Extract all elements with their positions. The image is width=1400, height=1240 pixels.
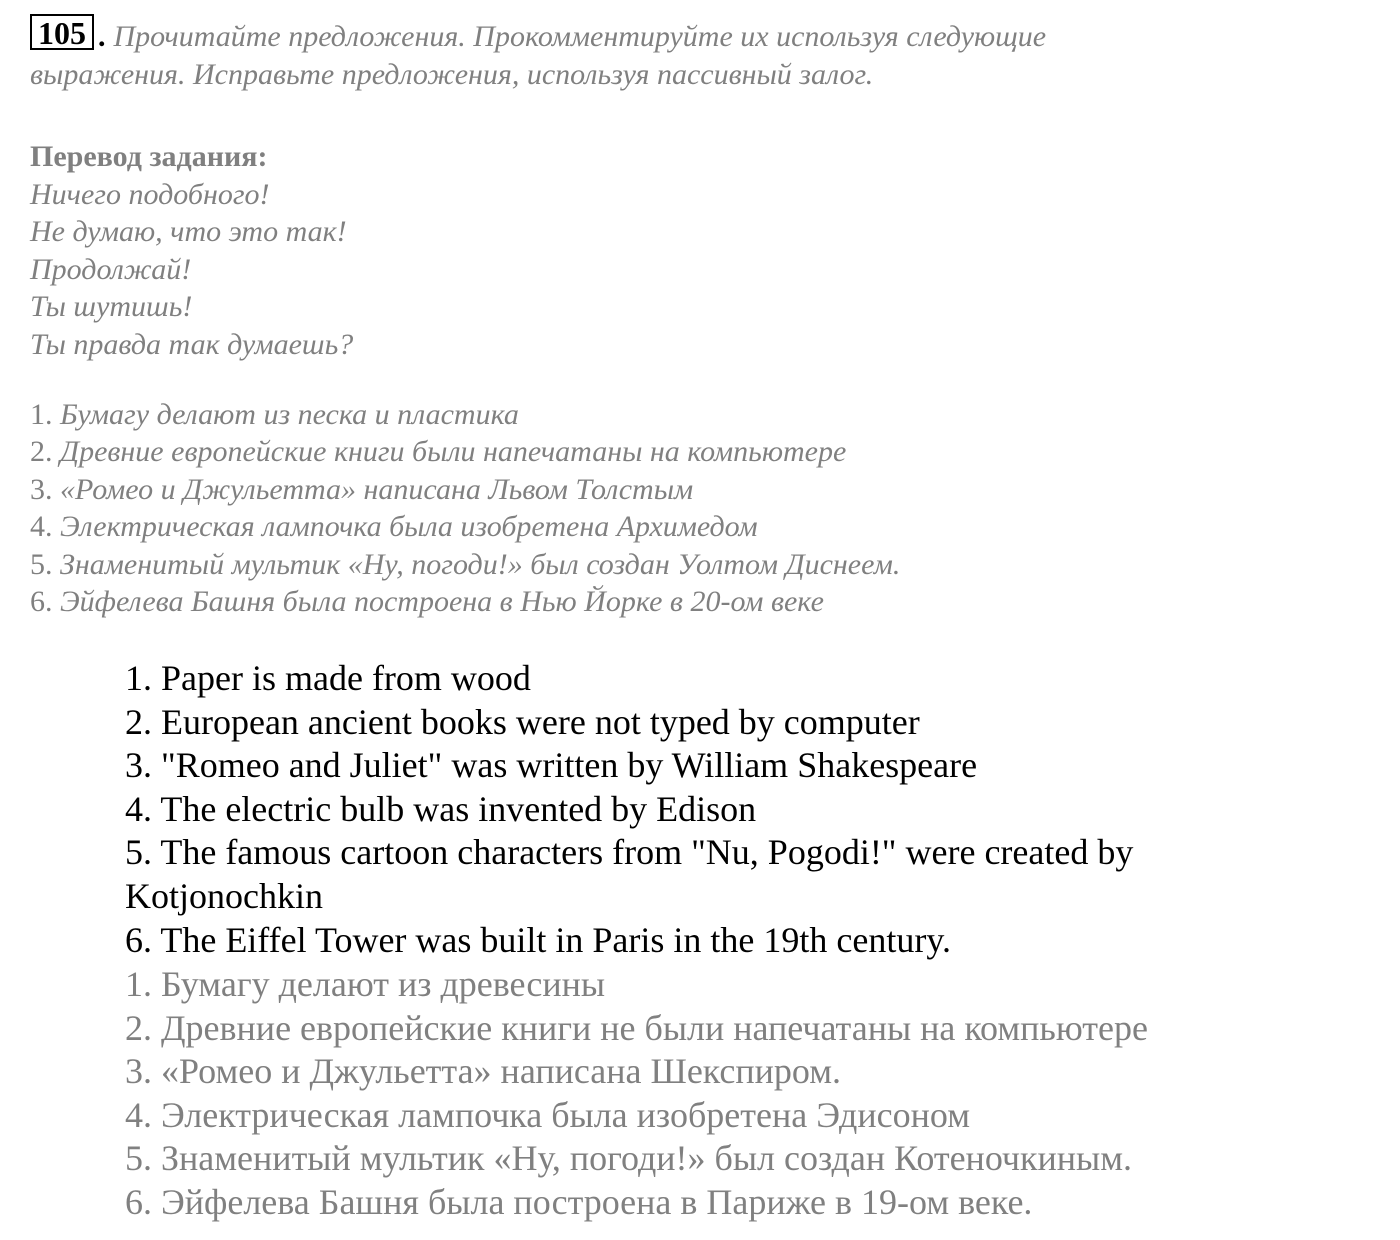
- answer-ru: 6. Эйфелева Башня была построена в Париже в 19-ом веке.: [125, 1181, 1033, 1222]
- answers-english: [125, 657, 1245, 962]
- given-sentence-number: 6.: [30, 585, 53, 619]
- answer-en: 3. "Romeo and Juliet" was written by William Shakespeare: [125, 745, 978, 786]
- translation-heading: Перевод задания:: [30, 140, 268, 173]
- given-sentence-text: Знаменитый мультик «Ну, погоди!» был создан Уолтом Диснеем.: [60, 547, 901, 581]
- given-sentence: [30, 583, 1330, 620]
- translation-block: [30, 138, 1330, 363]
- given-sentence-number: 2.: [30, 435, 53, 469]
- task-number-dot: .: [98, 20, 106, 53]
- task-header: [30, 14, 1370, 94]
- answer-ru: 5. Знаменитый мультик «Ну, погоди!» был создан Котеночкиным.: [125, 1138, 1132, 1179]
- answer-en: 5. The famous cartoon characters from "Nu, Pogodi!" were created by Kotjonochkin: [125, 832, 1134, 916]
- given-sentence-number: 5.: [30, 547, 53, 581]
- answer-ru: 1. Бумагу делают из древесины: [125, 964, 606, 1004]
- answer-en: 1. Paper is made from wood: [125, 658, 531, 698]
- answer-ru: 4. Электрическая лампочка была изобретена Эдисоном: [125, 1094, 970, 1135]
- given-sentence-number: 3.: [30, 472, 53, 506]
- given-sentence: [30, 546, 1330, 583]
- answer-en: 2. European ancient books were not typed by computer: [125, 701, 920, 742]
- answer-ru: 3. «Ромео и Джульетта» написана Шекспиром.: [125, 1051, 841, 1092]
- given-sentence: [30, 471, 1330, 508]
- given-sentence-number: 4.: [30, 510, 53, 544]
- answers-russian: [125, 963, 1325, 1225]
- translation-phrase: Ты правда так думаешь?: [30, 327, 354, 361]
- task-number: 105: [38, 15, 86, 51]
- answer-en: 4. The electric bulb was invented by Edison: [125, 788, 757, 829]
- given-sentence: [30, 433, 1330, 470]
- task-instruction-line1: Прочитайте предложения. Прокомментируйте их используя следующие: [113, 20, 1047, 53]
- given-sentence: [30, 396, 1330, 433]
- translation-phrase: Ничего подобного!: [30, 177, 270, 211]
- given-sentence-text: Древние европейские книги были напечатаны на компьютере: [60, 435, 847, 469]
- translation-phrase: Ты шутишь!: [30, 290, 193, 323]
- given-sentence-text: «Ромео и Джульетта» написана Львом Толстым: [60, 472, 694, 506]
- answer-en: 6. The Eiffel Tower was built in Paris in the 19th century.: [125, 919, 951, 960]
- task-number-badge: [30, 14, 94, 50]
- answer-ru: 2. Древние европейские книги не были напечатаны на компьютере: [125, 1007, 1148, 1048]
- given-sentences: [30, 396, 1330, 620]
- translation-phrase: Продолжай!: [30, 252, 192, 286]
- translation-phrase: Не думаю, что это так!: [30, 215, 347, 248]
- given-sentence: [30, 508, 1330, 545]
- given-sentence-text: Эйфелева Башня была построена в Нью Йорке в 20-ом веке: [60, 585, 824, 619]
- given-sentence-number: 1.: [30, 398, 53, 431]
- task-instruction-line2: выражения. Исправьте предложения, используя пассивный залог.: [30, 58, 874, 91]
- given-sentence-text: Электрическая лампочка была изобретена Архимедом: [60, 510, 758, 544]
- given-sentence-text: Бумагу делают из песка и пластика: [60, 398, 519, 431]
